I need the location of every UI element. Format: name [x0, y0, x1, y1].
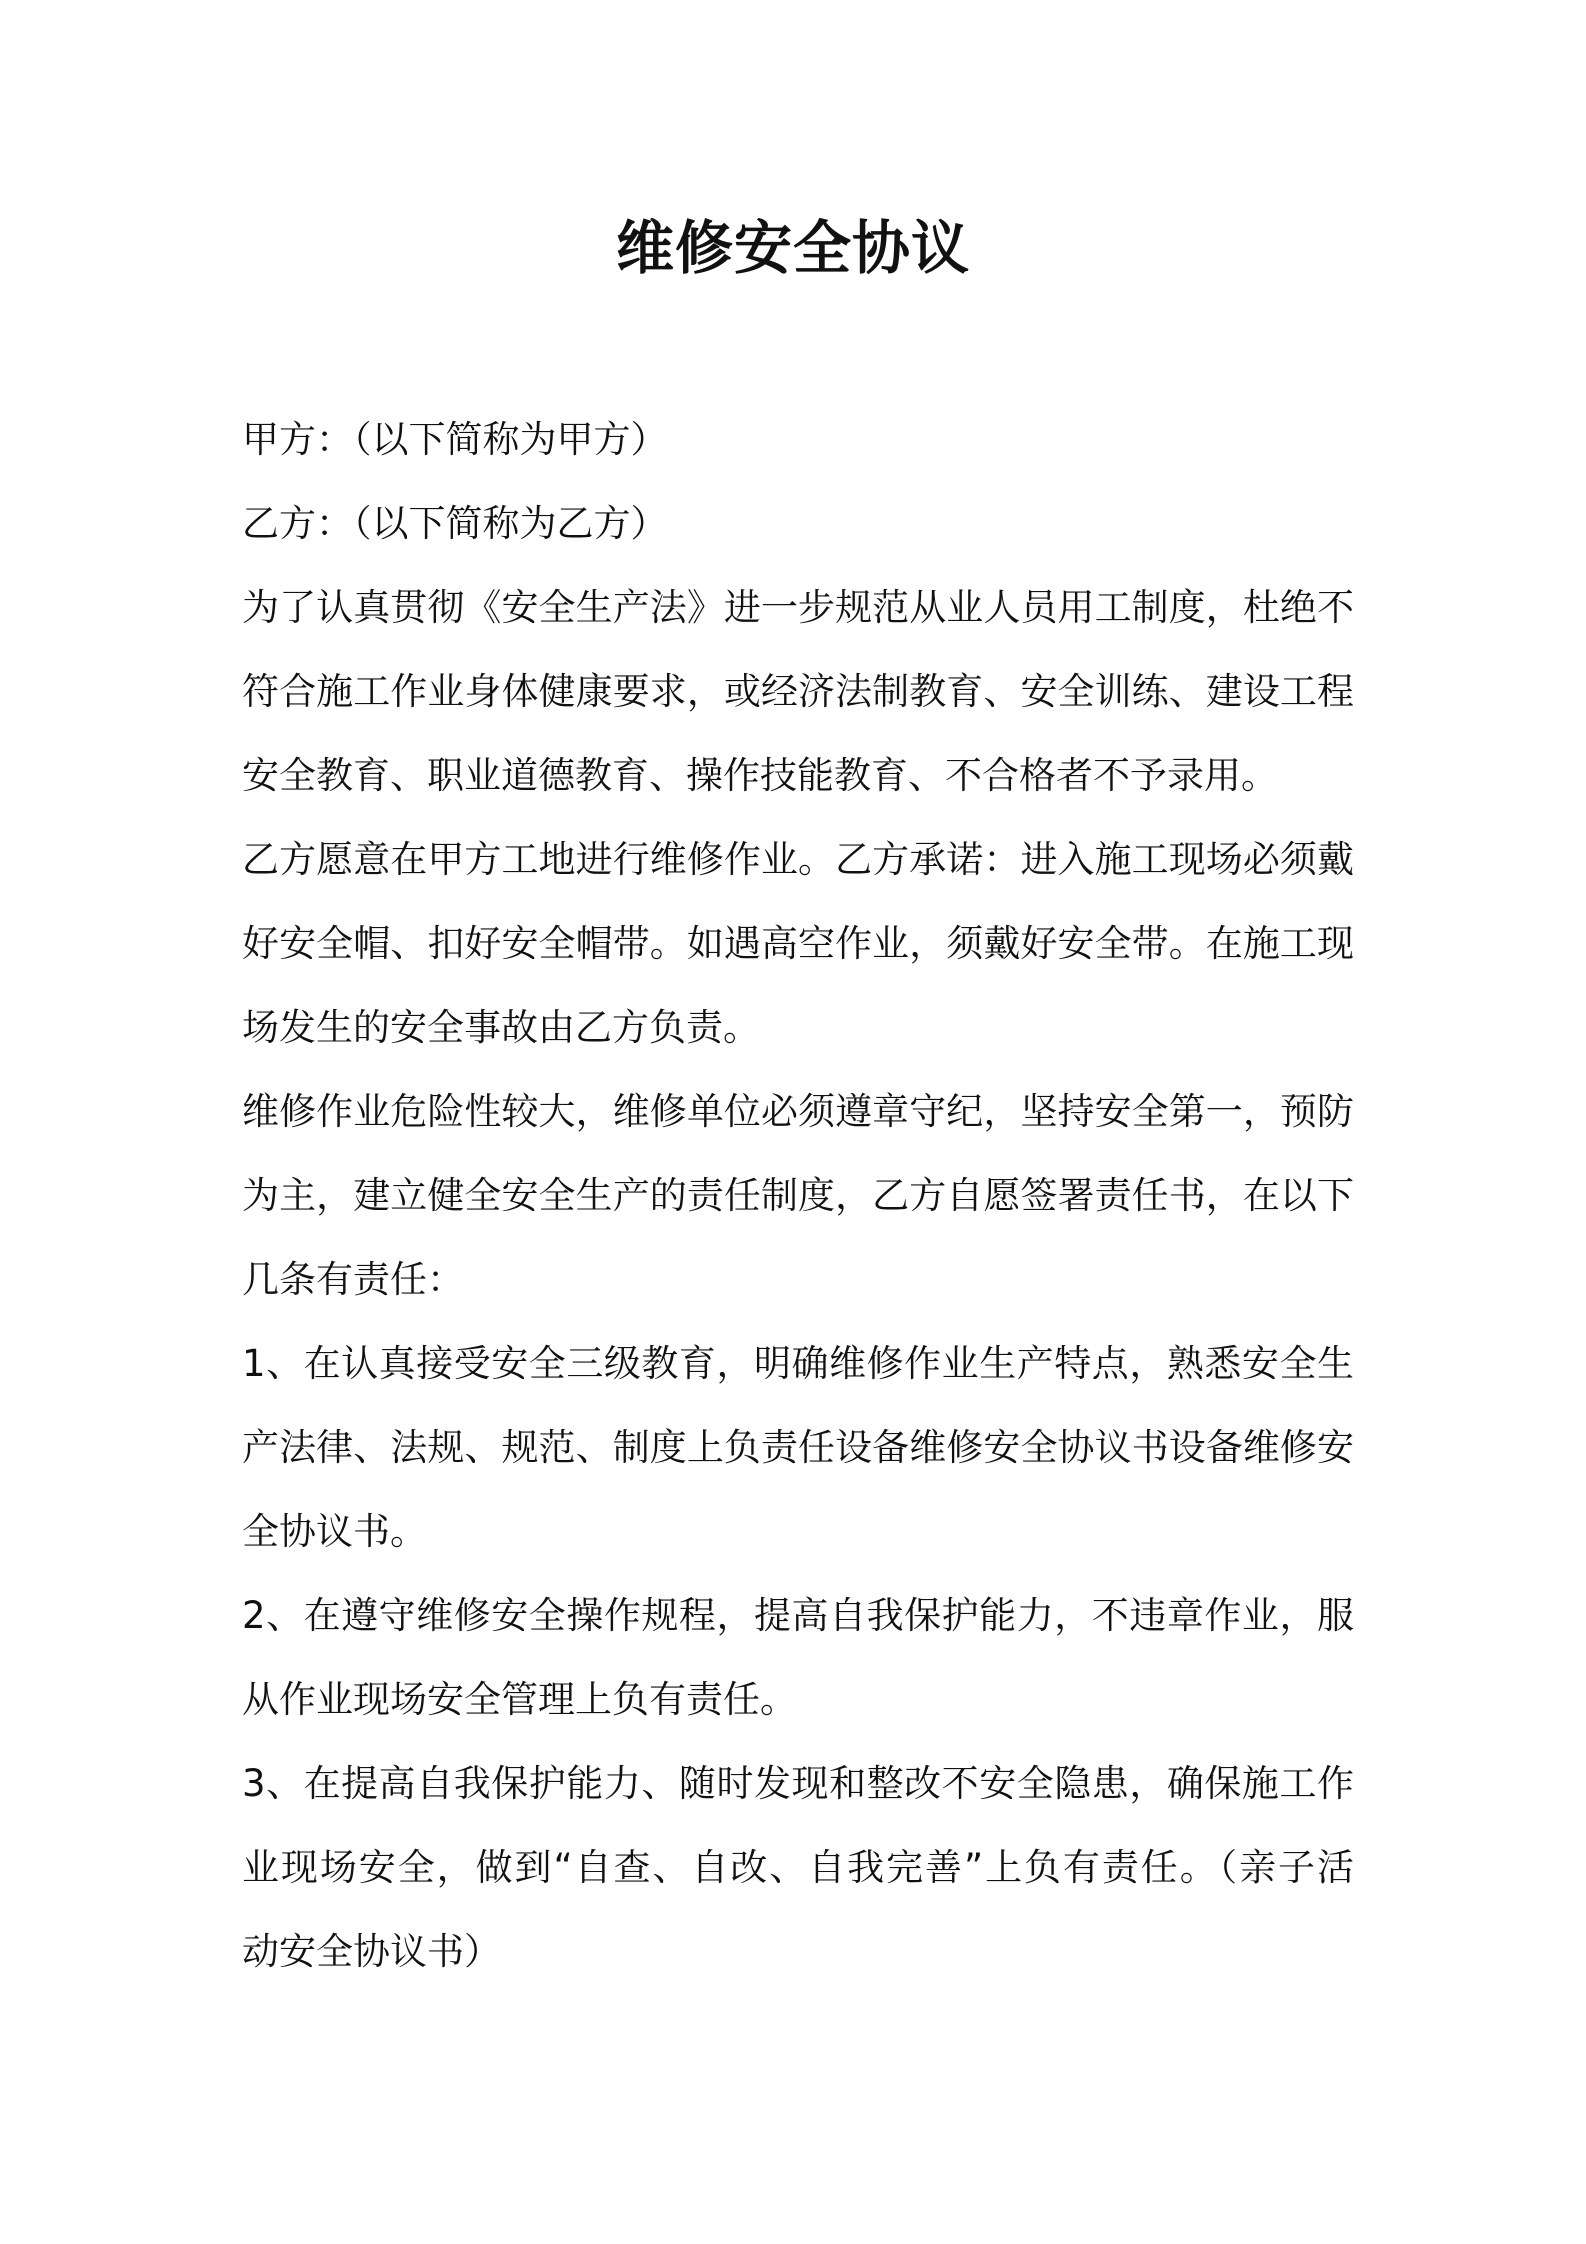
- intro-paragraph-line: 符合施工作业身体健康要求，或经济法制教育、安全训练、建设工程: [242, 670, 1354, 713]
- intro-paragraph-line: 为了认真贯彻《安全生产法》进一步规范从业人员用工制度，杜绝不: [242, 586, 1354, 629]
- responsibility-paragraph-line: 维修作业危险性较大，维修单位必须遵章守纪，坚持安全第一，预防: [242, 1090, 1354, 1133]
- clause-1-line: 1、在认真接受安全三级教育，明确维修作业生产特点，熟悉安全生: [242, 1342, 1354, 1385]
- clause-2-line: 从作业现场安全管理上负有责任。: [242, 1678, 797, 1721]
- commitment-paragraph-line: 场发生的安全事故由乙方负责。: [242, 1006, 760, 1049]
- commitment-paragraph-line: 好安全帽、扣好安全帽带。如遇高空作业，须戴好安全带。在施工现: [242, 922, 1354, 965]
- intro-paragraph-line: 安全教育、职业道德教育、操作技能教育、不合格者不予录用。: [242, 754, 1278, 797]
- clause-1-line: 全协议书。: [242, 1510, 427, 1553]
- document-title: 维修安全协议: [615, 214, 970, 282]
- clause-3-line: 3、在提高自我保护能力、随时发现和整改不安全隐患，确保施工作: [242, 1762, 1354, 1805]
- clause-2-line: 2、在遵守维修安全操作规程，提高自我保护能力，不违章作业，服: [242, 1594, 1354, 1637]
- commitment-paragraph-line: 乙方愿意在甲方工地进行维修作业。乙方承诺：进入施工现场必须戴: [242, 838, 1354, 881]
- party-b-line: 乙方：（以下简称为乙方）: [242, 502, 668, 545]
- clause-1-line: 产法律、法规、规范、制度上负责任设备维修安全协议书设备维修安: [242, 1426, 1354, 1469]
- clause-3-line: 业现场安全，做到“自查、自改、自我完善”上负有责任。（亲子活: [242, 1846, 1354, 1889]
- clause-3-line: 动安全协议书）: [242, 1930, 501, 1973]
- responsibility-paragraph-line: 为主，建立健全安全生产的责任制度，乙方自愿签署责任书，在以下: [242, 1174, 1354, 1217]
- document-body: [242, 398, 1354, 1994]
- responsibility-paragraph-line: 几条有责任：: [242, 1258, 464, 1301]
- party-a-line: 甲方：（以下简称为甲方）: [242, 418, 668, 461]
